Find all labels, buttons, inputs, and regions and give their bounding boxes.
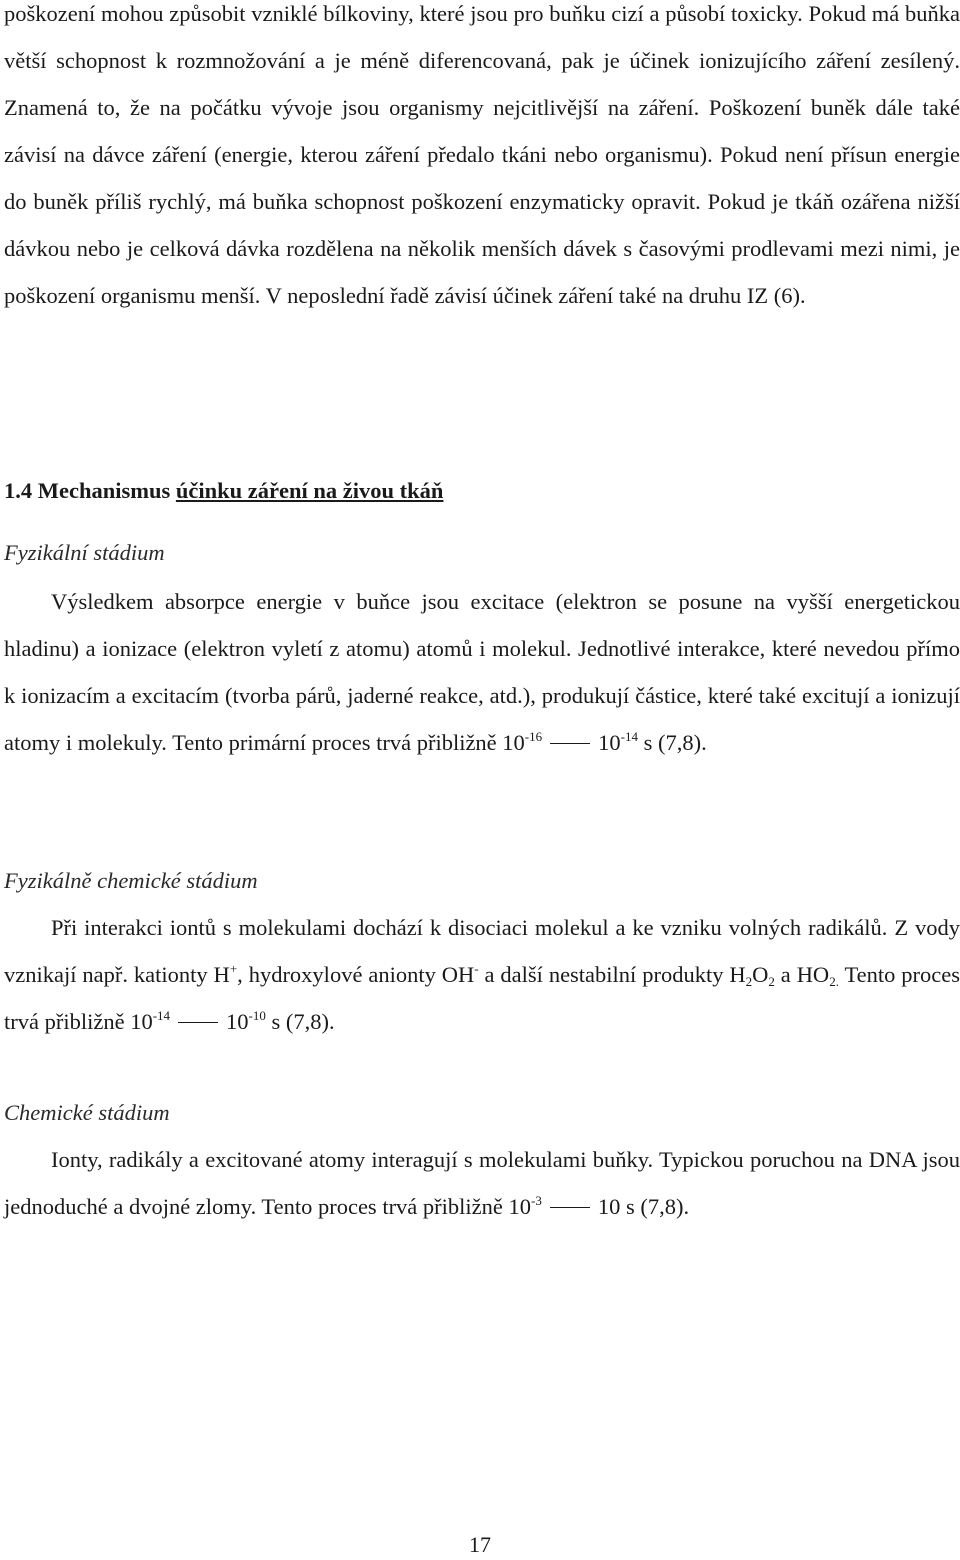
chemical-stage-paragraph: Ionty, radikály a excitované atomy interagují s molekulami buňky. Typickou poruchou na DNA jsou jednoduché a dvojné zlomy. Tento proces trvá přibližně $10^{-3}$ 10 s (7,8). — [4, 1147, 960, 1219]
physical-stage-heading: Fyzikální stádium — [4, 540, 165, 565]
section-number: 1.4 — [4, 478, 33, 503]
section-title-underlined: účinku záření na živou tkáň — [175, 478, 444, 503]
chemical-stage-heading: Chemické stádium — [4, 1100, 170, 1125]
paragraph-intro: poškození mohou způsobit vzniklé bílkoviny, které jsou pro buňku cizí a působí toxicky. Pokud má buňka větší schopnost k rozmnožování a je méně diferencovaná, pak je účinek ionizujícího záření zesílený. Znamená to, že na počátku vývoje jsou organismy nejcitlivější na záření. Poškození buněk dále také závisí na dávce záření (energie, kterou záření předalo tkáni nebo organismu). Pokud není přísun energie do buněk příliš rychlý, má buňka schopnost poškození enzymaticky opravit. Pokud je tkáň ozářena nižší dávkou nebo je celková dávka rozdělena na několik menších dávek s časovými prodlevami mezi nimi, je poškození organismu menší. V neposlední řadě závisí účinek záření také na druhu IZ (6). — [4, 1, 960, 308]
section-heading — [4, 476, 443, 506]
en-dash — [178, 1022, 218, 1023]
physchem-stage-heading: Fyzikálně chemické stádium — [4, 868, 258, 893]
section-title-plain: Mechanismus — [37, 478, 171, 503]
physical-stage-paragraph: Výsledkem absorpce energie v buňce jsou excitace (elektron se posune na vyšší energetickou hladinu) a ionizace (elektron vyletí z atomu) atomů i molekul. Jednotlivé interakce, které nevedou přímo k ionizacím a excitacím (tvorba párů, jaderné reakce, atd.), produkují částice, které také excitují a ionizují atomy i molekuly. Tento primární proces trvá přibližně $10^{-16}$ $10^{-14}$ s (7,8). — [4, 589, 960, 755]
page-number: 17 — [469, 1532, 491, 1557]
physchem-stage-paragraph: Při interakci iontů s molekulami dochází k disociaci molekul a ke vzniku volných radikálů. Z vody vznikají např. kationty H+, hydroxylové anionty OH- a další nestabilní produkty $H_2O_2$ a $HO_{2.}$ Tento proces trvá přibližně $10^{-14}$ $10^{-10}$ s (7,8). — [4, 915, 960, 1034]
en-dash — [550, 743, 590, 744]
en-dash — [550, 1207, 590, 1208]
